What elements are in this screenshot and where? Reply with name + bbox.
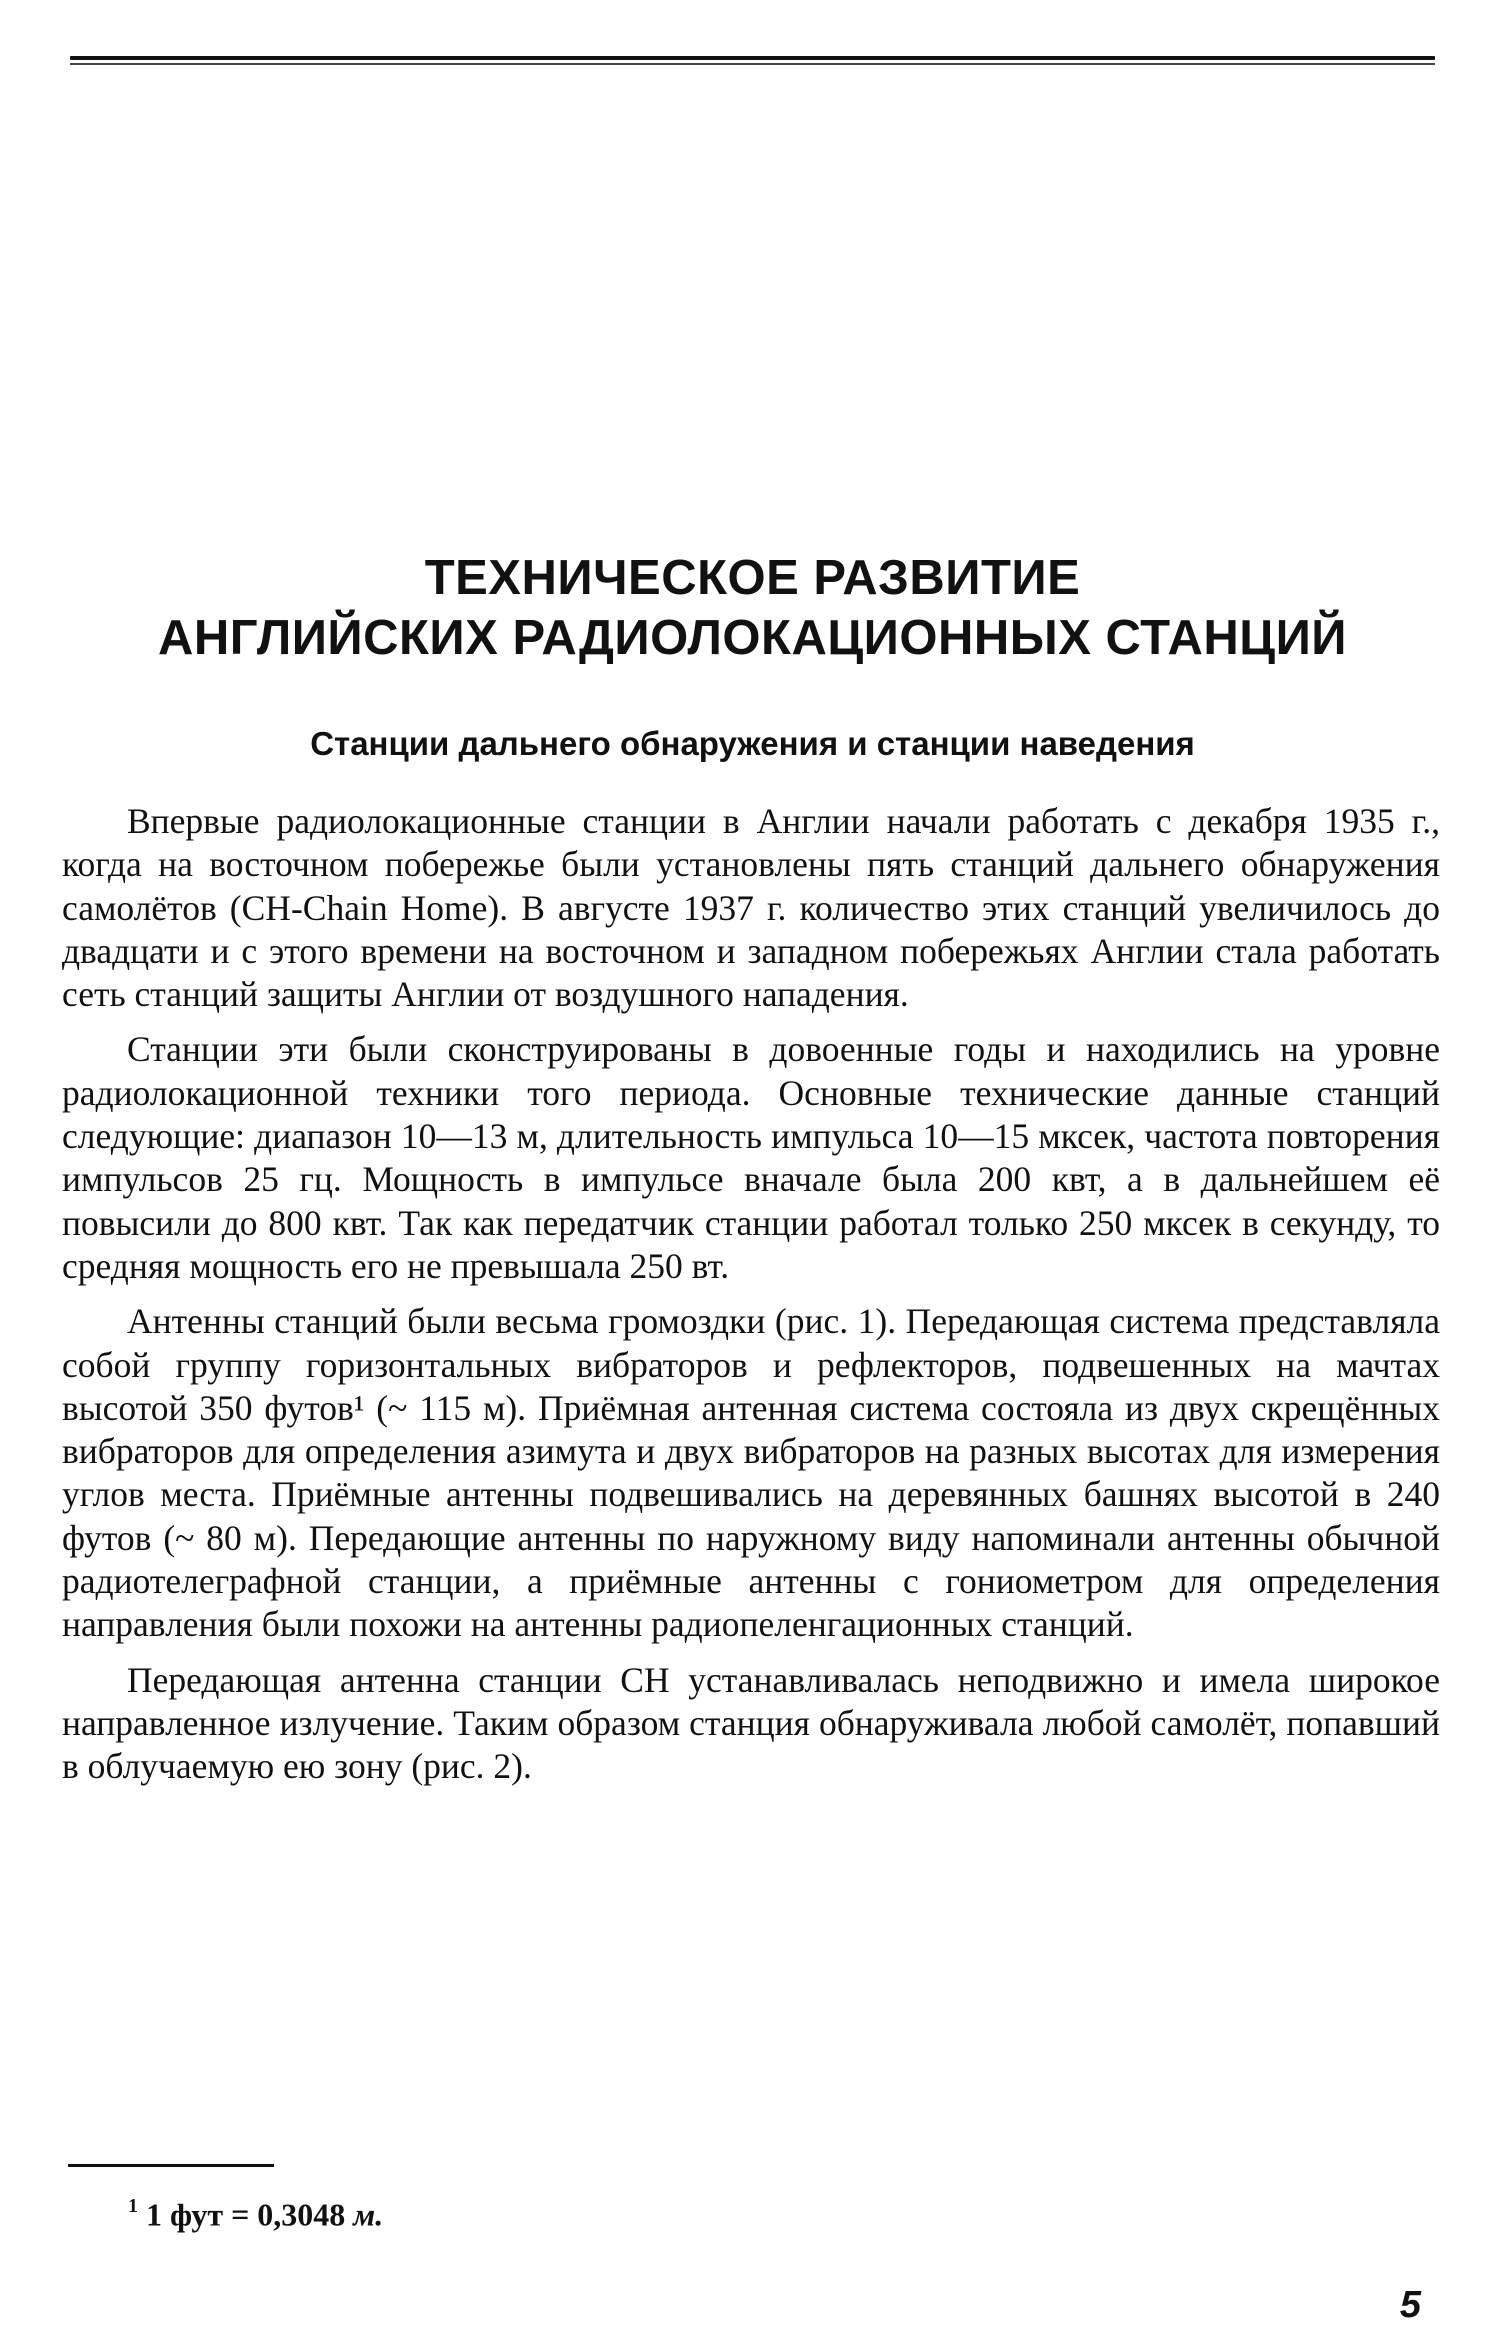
footnote-text: 1 фут = 0,3048 [146, 2196, 346, 2233]
footnote-marker: 1 [128, 2195, 138, 2217]
paragraph-3: Антенны станций были весьма громоздки (рис. 1). Передающая система представляла собой группу горизонтальных вибраторов и рефлекторов, подвешенных на мачтах высотой 350 футов¹ (~ 115 м). Приёмная антенная система состояла из двух скрещённых вибраторов для определения азимута и двух вибраторов на разных высотах для измерения углов места. Приёмные антенны подвешивались на деревянных башнях высотой в 240 футов (~ 80 м). Передающие антенны по наружному виду напоминали антенны обычной радиотелеграфной станции, а приёмные антенны с гониометром для определения направления были похожи на антенны радиопеленгационных станций. [62, 1301, 1440, 1645]
page-number: 5 [1399, 2284, 1421, 2326]
body-text [62, 800, 1440, 1801]
footnote-divider [68, 2164, 274, 2167]
paragraph-4: Передающая антенна станции CH устанавливалась неподвижно и имела широкое направленное излучение. Таким образом станция обнаруживала любой самолёт, попавший в облучаемую ею зону (рис. 2). [62, 1659, 1440, 1787]
footnote-unit: м. [353, 2196, 384, 2233]
top-rule-secondary [70, 63, 1435, 65]
paragraph-2: Станции эти были сконструированы в довоенные годы и находились на уровне радиолокационной техники того периода. Основные технические данные станций следующие: диапазон 10—13 м, длительность импульса 10—15 мксек, частота повторения импульсов 25 гц. Мощность в импульсе вначале была 200 квт, а в дальнейшем её повысили до 800 квт. Так как передатчик станции работал только 250 мксек в секунду, то средняя мощность его не превышала 250 вт. [62, 1029, 1440, 1286]
page-title-line-1: ТЕХНИЧЕСКОЕ РАЗВИТИЕ [424, 551, 1081, 605]
section-subtitle: Станции дальнего обнаружения и станции наведения [310, 725, 1195, 762]
top-rule [70, 56, 1435, 60]
footnote [128, 2188, 383, 2235]
paragraph-1: Впервые радиолокационные станции в Англии начали работать с декабря 1935 г., когда на восточном побережье были установлены пять станций дальнего обнаружения самолётов (CH-Chain Home). В августе 1937 г. количество этих станций увеличилось до двадцати и с этого времени на восточном и западном побережьях Англии стала работать сеть станций защиты Англии от воздушного нападения. [62, 801, 1440, 1015]
page-title-line-2: АНГЛИЙСКИХ РАДИОЛОКАЦИОННЫХ СТАНЦИЙ [157, 611, 1348, 665]
